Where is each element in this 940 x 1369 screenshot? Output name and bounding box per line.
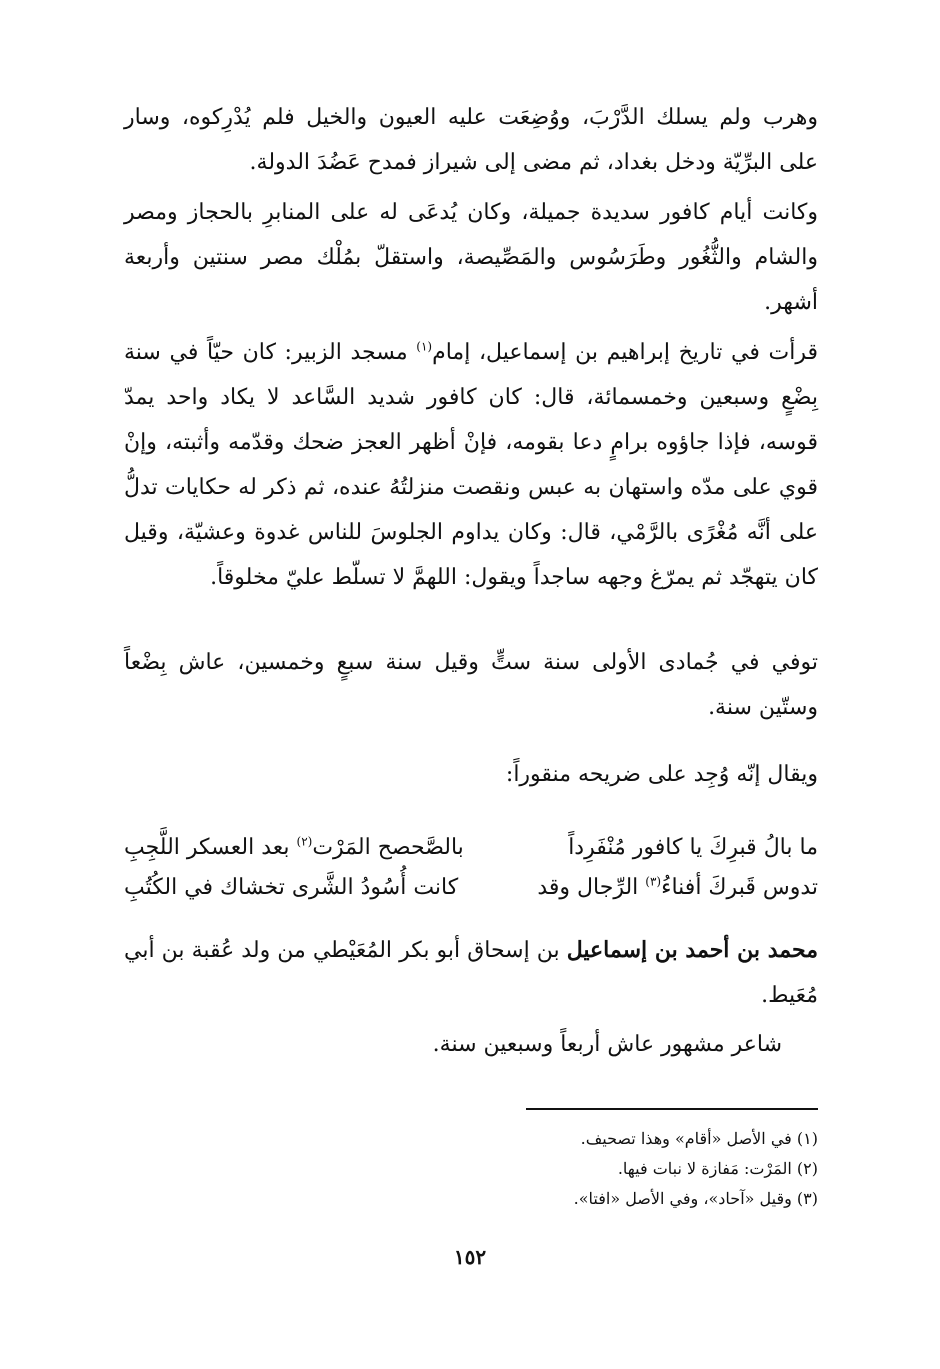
verse-second-hemistich [124,828,464,868]
paragraph-text: وهرب ولم يسلك الدَّرْبَ، ووُضِعَت عليه العيون والخيل فلم يُدْرِكوه، وسار على البرِّيّة ودخل بغداد، ثم مضى إلى شيراز فمدح عَضُدَ الدولة. [124,105,818,175]
paragraph-text: ويقال إنّه وُجِد على ضريحه منقوراً: [505,762,818,787]
paragraph-text [124,330,818,600]
paragraph-death [124,640,818,730]
paragraph-biography-heading [124,928,818,1018]
paragraph-escape [124,95,818,185]
paragraph-text: وكانت أيام كافور سديدة جميلة، وكان يُدعَى له على المنابرِ بالحجاز ومصر والشام والثُّغُور وطَرَسُوس والمَصِّيصة، واستقلّ بمُلْك مصر سنتين وأربعة أشهر. [124,200,818,315]
footnote-1: (١) في الأصل «أقام» وهذا تصحيف. [580,1129,818,1148]
paragraph-kafur-days [124,190,818,325]
paragraph-text: توفي في جُمادى الأولى سنة ستٍّ وقيل سنة سبعٍ وخمسين، عاش بِضْعاً وستّين سنة. [124,650,818,720]
verse-second-hemistich: كانت أُسُودُ الشَّرى تخشاك في الكُتُبِ [124,875,459,900]
poem [124,828,818,908]
paragraph-text: شاعر مشهور عاش أربعاً وسبعين سنة. [432,1032,782,1057]
verse-text: تدوس قَبركَ أفناءُ [661,875,818,900]
footnote-marker-2: (٢) [296,834,313,849]
verse-first-hemistich [537,868,818,908]
footnote-divider [526,1108,818,1110]
biography-lineage: بن إسحاق أبو بكر المُعَيْطي من ولد عُقبة بن أبي مُعَيط. [124,938,818,1008]
paragraph-text-end: مسجد الزبير: كان حيّاً في سنة بِضْعٍ وسبعين وخمسمائة، قال: كان كافور شديد السَّاعد لا يكاد واحد يمدّ قوسه، فإذا جاؤوه برامٍ دعا بقومه، فإنْ أظهر العجز ضحك وقدّمه وأثبته، وإنْ قوي على مدّه واستهان به عبس ونقصت منزلتُهُ عنده، ثم ذكر له حكايات تدلُّ على أنَّه مُغْرًى بالرَّمْي، قال: وكان يداوم الجلوسَ للناس غدوة وعشيّة، وقيل كان يتهجّد ثم يمرّغ وجهه ساجداً ويقول: اللهمَّ لا تسلّط عليّ مخلوقاً. [124,340,818,590]
paragraph-text-start: قرأت في تاريخ إبراهيم بن إسماعيل، إمام [432,340,818,365]
biography-name: محمد بن أحمد بن إسماعيل [566,937,818,963]
footnote-3: (٣) وقيل «آحاد»، وفي الأصل «افتا». [573,1189,818,1208]
paragraph-poet-note [88,1022,782,1067]
footnotes [318,1124,818,1214]
verse-first-hemistich: ما بالُ قبرِكَ يا كافور مُنْفَرِداً [568,835,818,860]
footnote-marker-3: (٣) [645,874,662,889]
poem-verse-2 [124,868,818,908]
paragraph-tomb-inscription [124,752,818,797]
paragraph-history-reading [124,330,818,600]
footnote-marker-1: (١) [416,339,433,354]
verse-text: الرِّجال وقد [537,875,646,900]
poem-verse-1 [124,828,818,868]
verse-text: بالصَّحصح المَرْت [312,835,464,860]
footnote-2: (٢) المَرْت: مَفازة لا نبات فيها. [617,1159,818,1178]
verse-text: بعد العسكر اللَّجِبِ [124,835,297,860]
paragraph-text [124,928,818,1018]
page-number: ١٥٢ [453,1245,487,1269]
